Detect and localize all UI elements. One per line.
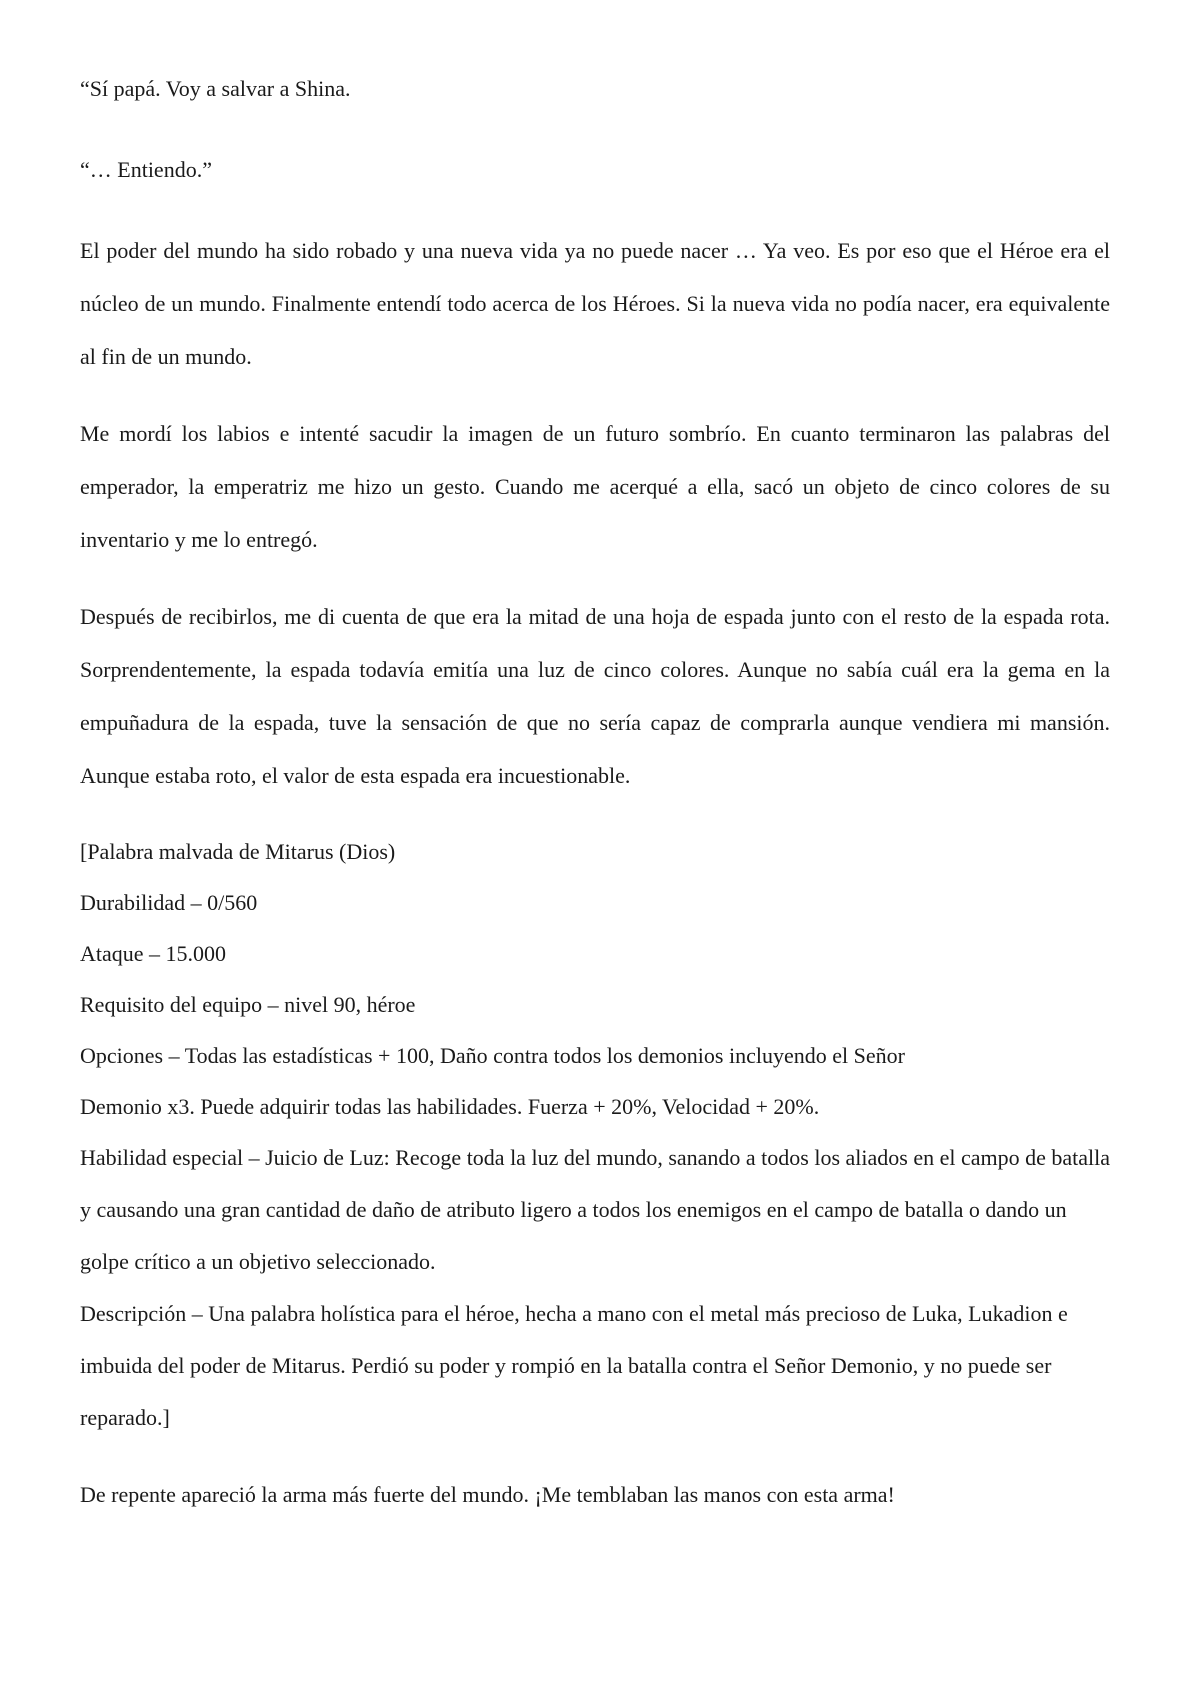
item-name: [Palabra malvada de Mitarus (Dios)	[80, 839, 396, 864]
paragraph-broken-sword: Después de recibirlos, me di cuenta de que era la mitad de una hoja de espada junto con el resto de la espada rota. Sorprendentemente, la espada todavía emitía una luz de cinco colores. Aunque no sabía cuál era la gema en la empuñadura de la espada, tuve la sensación de que no sería capaz de comprarla aunque vendiera mi mansión. Aunque estaba roto, el valor de esta espada era incuestionable.	[80, 604, 1110, 788]
paragraph-empress-gesture: Me mordí los labios e intenté sacudir la imagen de un futuro sombrío. En cuanto terminaron las palabras del emperador, la emperatriz me hizo un gesto. Cuando me acerqué a ella, sacó un objeto de cinco colores de su inventario y me lo entregó.	[80, 421, 1110, 552]
item-options-line-2: Demonio x3. Puede adquirir todas las habilidades. Fuerza + 20%, Velocidad + 20%.	[80, 1094, 820, 1119]
item-durability: Durabilidad – 0/560	[80, 890, 258, 915]
document-page	[80, 62, 1110, 1521]
paragraph-world-power: El poder del mundo ha sido robado y una nueva vida ya no puede nacer … Ya veo. Es por eso que el Héroe era el núcleo de un mundo. Finalmente entendí todo acerca de los Héroes. Si la nueva vida no podía nacer, era equivalente al fin de un mundo.	[80, 238, 1110, 369]
dialogue-line-2: “… Entiendo.”	[80, 157, 212, 182]
item-options-line-1: Opciones – Todas las estadísticas + 100, Daño contra todos los demonios incluyendo el Señor	[80, 1043, 905, 1068]
item-requirement: Requisito del equipo – nivel 90, héroe	[80, 992, 416, 1017]
closing-paragraph: De repente apareció la arma más fuerte del mundo. ¡Me temblaban las manos con esta arma!	[80, 1482, 895, 1507]
item-attack: Ataque – 15.000	[80, 941, 227, 966]
dialogue-line-1: “Sí papá. Voy a salvar a Shina.	[80, 76, 351, 101]
item-special-skill: Habilidad especial – Juicio de Luz: Recoge toda la luz del mundo, sanando a todos los aliados en el campo de batalla y causando una gran cantidad de daño de atributo ligero a todos los enemigos en el campo de batalla o dando un golpe crítico a un objetivo seleccionado.	[80, 1145, 1111, 1274]
item-description: Descripción – Una palabra holística para el héroe, hecha a mano con el metal más precioso de Luka, Lukadion e imbuida del poder de Mitarus. Perdió su poder y rompió en la batalla contra el Señor Demonio, y no puede ser reparado.]	[80, 1301, 1068, 1430]
item-stats-block	[80, 826, 1110, 1444]
